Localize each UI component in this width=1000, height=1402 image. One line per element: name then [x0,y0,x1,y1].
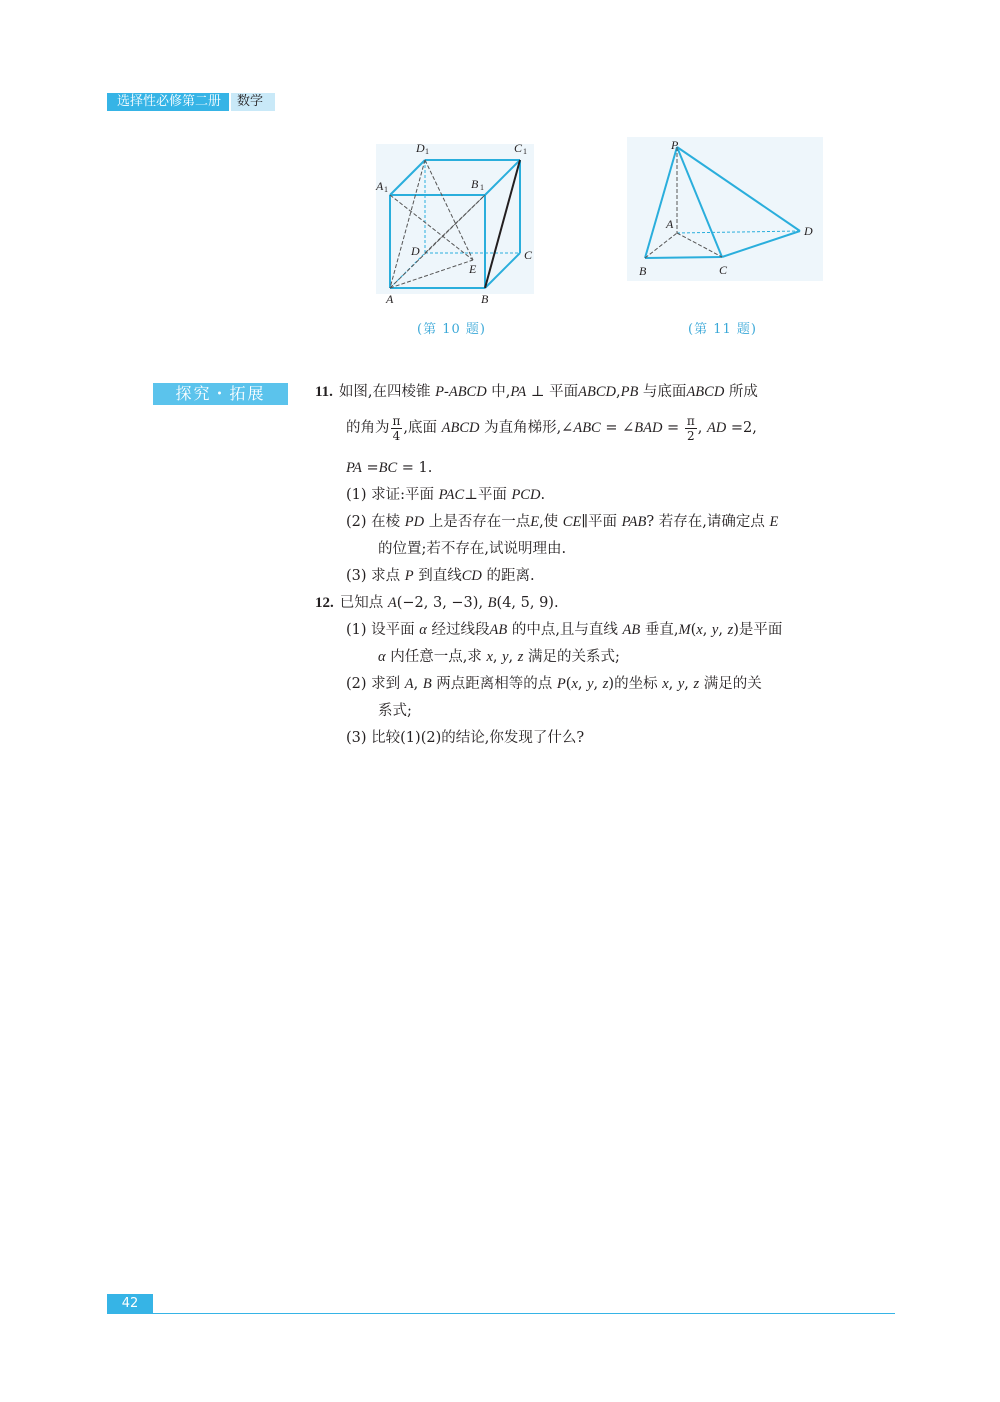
q12-part3: (3) 比较(1)(2)的结论,你发现了什么? [346,730,585,746]
label-B1: B [471,177,479,191]
label-C: C [524,248,533,262]
q12-line1: 12. 已知点 A(−2, 3, −3), B(4, 5, 9). [315,595,559,611]
label-A1: A [376,179,384,193]
section-tag: 探究・拓展 [153,383,288,405]
figure-11-caption: (第 11 题) [688,322,757,337]
q11-part1: (1) 求证:平面 PAC⊥平面 PCD. [346,487,546,503]
cube-diagram [370,138,540,308]
page-number: 42 [107,1294,153,1314]
q12-part1: (1) 设平面 α 经过线段AB 的中点,且与直线 AB 垂直,M(x, y, z)是平面 [346,622,783,638]
fraction-pi-over-4: $\frac{\pi}{4}$ [392,413,401,443]
figure-11-pyramid [625,135,825,285]
q12-part1-cont: α 内任意一点,求 x, y, z 满足的关系式; [378,649,620,665]
figure-10-caption: (第 10 题) [417,322,486,337]
q11-line2: 的角为 $\frac{\pi}{4}$ ,底面 ABCD 为直角梯形,∠ABC = ∠BAD = $\frac{\pi}{2}$ , AD =2, [346,413,757,443]
q12-part2: (2) 求到 A, B 两点距离相等的点 P(x, y, z)的坐标 x, y, z 满足的关 [346,676,762,692]
label-C1: C [514,141,523,155]
q11-part2: (2) 在棱 PD 上是否存在一点E,使 CE∥平面 PAB? 若存在,请确定点 E [346,514,779,530]
label-E: E [469,262,477,276]
q12-number: 12. [315,595,334,611]
q11-line3: PA =BC = 1. [346,460,433,476]
q11-line1: 11. 如图,在四棱锥 P-ABCD 中,PA ⊥ 平面ABCD,PB 与底面ABCD 所成 [315,384,758,400]
q12-part2-cont: 系式; [378,703,412,719]
label-B: B [639,264,647,278]
svg-text:1: 1 [425,147,429,156]
label-B: B [481,292,489,306]
q11-number: 11. [315,384,333,400]
svg-text:1: 1 [523,147,527,156]
label-C: C [719,263,728,277]
label-D1: D [416,141,425,155]
svg-text:1: 1 [480,183,484,192]
label-P: P [671,138,679,152]
pyramid-diagram [625,135,825,285]
footer-rule [153,1313,895,1314]
q11-part3: (3) 求点 P 到直线CD 的距离. [346,568,535,584]
svg-text:1: 1 [384,185,388,194]
figure-10-cube [370,138,540,308]
label-A: A [666,217,674,231]
label-D: D [411,244,420,258]
fraction-pi-over-2: $\frac{\pi}{2}$ [686,413,695,443]
running-header [107,93,275,111]
book-title: 选择性必修第二册 [107,93,229,111]
label-D: D [804,224,813,238]
q11-part2-cont: 的位置;若不存在,试说明理由. [378,541,567,557]
label-A: A [386,292,394,306]
subject-title: 数学 [231,93,275,111]
